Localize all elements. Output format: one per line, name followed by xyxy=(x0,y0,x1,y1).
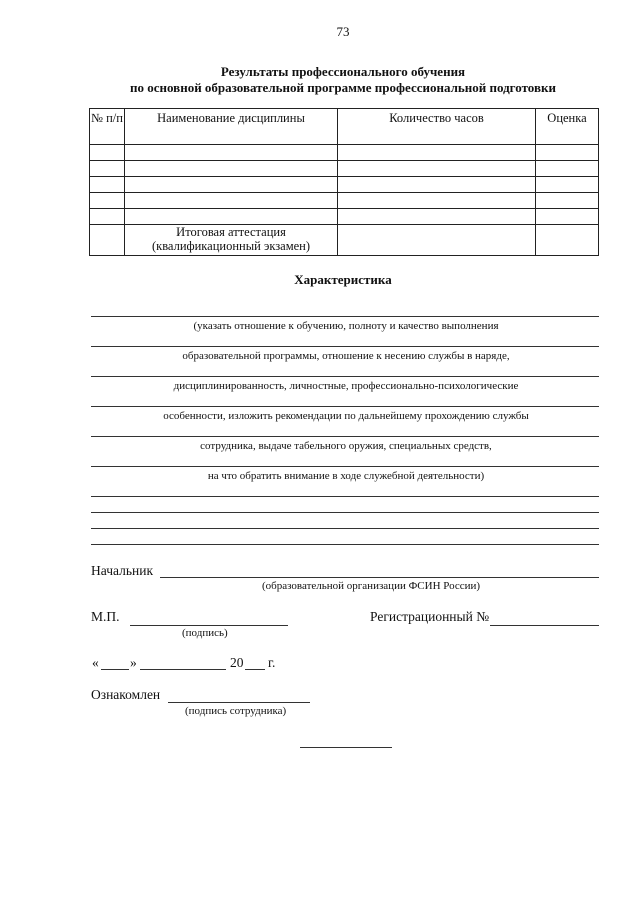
characteristic-title: Характеристика xyxy=(294,272,392,287)
chief-hint: (образовательной организации ФСИН России) xyxy=(262,580,481,592)
chief-signature-line xyxy=(160,577,599,578)
table-row-final xyxy=(90,225,599,256)
date-close-quote: » xyxy=(130,655,137,670)
fill-line xyxy=(91,346,599,347)
fill-line xyxy=(91,496,599,497)
hint-line-6: на что обратить внимание в ходе служебной деятельности) xyxy=(207,470,485,482)
heading-line-2: по основной образовательной программе профессиональной подготовки xyxy=(130,80,556,95)
table-row xyxy=(90,177,599,193)
date-year-line xyxy=(245,669,265,670)
chief-label: Начальник xyxy=(91,563,154,578)
date-month-line xyxy=(140,669,226,670)
heading-line-1: Результаты профессионального обучения xyxy=(220,64,466,79)
fill-line xyxy=(91,466,599,467)
results-table xyxy=(89,108,599,256)
header-hours: Количество часов xyxy=(338,109,536,145)
hint-line-2: образовательной программы, отношение к несению службы в наряде, xyxy=(182,350,510,362)
stamp-label: М.П. xyxy=(91,609,120,624)
fill-line xyxy=(91,316,599,317)
table-row xyxy=(90,209,599,225)
registration-label: Регистрационный № xyxy=(370,609,490,624)
fill-line xyxy=(91,406,599,407)
hint-line-4: особенности, изложить рекомендации по дальнейшему прохождению службы xyxy=(163,410,529,422)
table-row xyxy=(90,161,599,177)
table-row xyxy=(90,193,599,209)
hint-line-1: (указать отношение к обучению, полноту и качество выполнения xyxy=(193,320,499,332)
registration-line xyxy=(490,625,599,626)
date-year-suffix: г. xyxy=(268,655,276,670)
fill-line xyxy=(91,376,599,377)
hint-line-3: дисциплинированность, личностные, профессионально-психологические xyxy=(173,380,519,392)
employee-sign-line xyxy=(168,702,310,703)
fill-line xyxy=(91,436,599,437)
table-row xyxy=(90,145,599,161)
fill-line xyxy=(91,528,599,529)
date-year-prefix: 20 xyxy=(230,655,244,670)
acquainted-label: Ознакомлен xyxy=(91,687,161,702)
fill-line xyxy=(91,512,599,513)
employee-sign-hint: (подпись сотрудника) xyxy=(185,705,287,717)
closing-line xyxy=(300,747,392,748)
header-grade: Оценка xyxy=(536,109,599,145)
header-number: № п/п xyxy=(90,109,125,145)
fill-line xyxy=(91,544,599,545)
hint-line-5: сотрудника, выдаче табельного оружия, специальных средств, xyxy=(200,440,492,452)
date-day-line xyxy=(101,669,129,670)
header-discipline: Наименование дисциплины xyxy=(125,109,338,145)
page-number: 73 xyxy=(336,24,350,39)
final-attestation-label: Итоговая аттестация (квалификационный экзамен) xyxy=(125,225,338,256)
table-header-row xyxy=(90,109,599,145)
sign-hint: (подпись) xyxy=(182,627,228,639)
sign-line xyxy=(130,625,288,626)
date-open-quote: « xyxy=(92,655,99,670)
